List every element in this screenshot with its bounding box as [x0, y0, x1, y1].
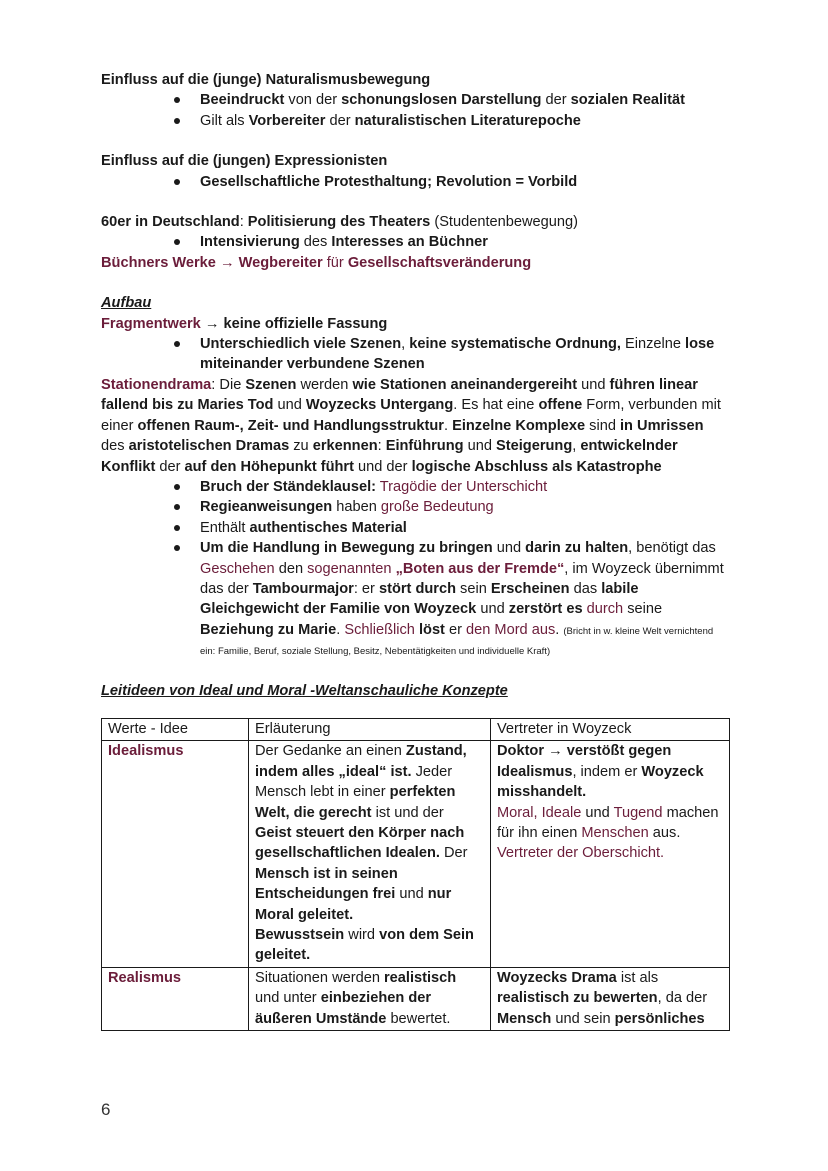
table-cell: Realismus	[102, 967, 249, 1030]
list-item: Beeindruckt von der schonungslosen Darstellung der sozialen Realität	[200, 90, 729, 110]
table-row	[102, 967, 730, 1030]
naturalismus-list	[101, 90, 729, 131]
table-header-cell: Vertreter in Woyzeck	[491, 718, 730, 740]
page-number: 6	[101, 1100, 111, 1119]
aufbau-heading: Aufbau	[101, 295, 152, 312]
table-cell: Idealismus	[102, 741, 249, 967]
list-item: Unterschiedlich viele Szenen, keine systematische Ordnung, Einzelne lose miteinander verbundene Szenen	[200, 334, 729, 375]
table-header-cell: Werte - Idee	[102, 718, 249, 740]
stationendrama-list	[101, 477, 729, 661]
list-item: Intensivierung des Interesses an Büchner	[200, 232, 729, 252]
table-cell: Woyzecks Drama ist als realistisch zu bewerten, da der Mensch und sein persönliches	[491, 967, 730, 1030]
werte-table	[101, 718, 730, 1031]
table-cell: Doktor → verstößt gegen Idealismus, indem er Woyzeck misshandelt. Moral, Ideale und Tugend machen für ihn einen Menschen aus. Vertreter der Oberschicht.	[491, 741, 730, 967]
fragmentwerk-list	[101, 334, 729, 375]
list-item: Bruch der Ständeklausel: Tragödie der Unterschicht	[200, 477, 729, 497]
list-item: Enthält authentisches Material	[200, 518, 729, 538]
leitideen-heading: Leitideen von Ideal und Moral -Weltanschauliche Konzepte	[101, 682, 508, 699]
section-title-expressionisten: Einfluss auf die (jungen) Expressionisten	[101, 153, 388, 170]
list-item: Regieanweisungen haben große Bedeutung	[200, 497, 729, 517]
list-item: Um die Handlung in Bewegung zu bringen und darin zu halten, benötigt das Geschehen den sogenannten „Boten aus der Fremde“, im Woyzeck übernimmt das der Tambourmajor: er stört durch sein Erscheinen das labile Gleichgewicht der Familie von Woyzeck und zerstört es durch seine Beziehung zu Marie. Schließlich löst er den Mord aus. (Bricht in w. kleine Welt vernichtend ein: Familie, Beruf, soziale Stellung, Besitz, Nebentätigkeiten und individuelle Kraft)	[200, 538, 729, 660]
fragmentwerk-line: Fragmentwerk → keine offizielle Fassung	[101, 315, 388, 332]
table-cell: Der Gedanke an einen Zustand, indem alles „ideal“ ist. Jeder Mensch lebt in einer perfekten Welt, die gerecht ist und der Geist steuert den Körper nach gesellschaftlichen Idealen. Der Mensch ist in seinen Entscheidungen frei und nur Moral geleitet. Bewusstsein wird von dem Sein geleitet.	[249, 741, 491, 967]
document-page	[101, 70, 729, 1031]
sechziger-list	[101, 232, 729, 252]
list-item: Gilt als Vorbereiter der naturalistischen Literaturepoche	[200, 111, 729, 131]
expressionisten-list	[101, 172, 729, 192]
table-cell: Situationen werden realistisch und unter einbeziehen der äußeren Umstände bewertet.	[249, 967, 491, 1030]
section-title-naturalismus: Einfluss auf die (junge) Naturalismusbewegung	[101, 72, 431, 88]
table-row	[102, 741, 730, 967]
table-header-row	[102, 718, 730, 740]
stationendrama-paragraph: Stationendrama: Die Szenen werden wie Stationen aneinandergereiht und führen linear fallend bis zu Maries Tod und Woyzecks Untergang. Es hat eine offene Form, verbunden mit einer offenen Raum-, Zeit- und Handlungsstruktur. Einzelne Komplexe sind in Umrissen des aristotelischen Dramas zu erkennen: Einführung und Steigerung, entwickelnder Konflikt der auf den Höhepunkt führt und der logische Abschluss als Katastrophe	[101, 376, 721, 475]
buechner-werke-line: Büchners Werke → Wegbereiter für Gesellschaftsveränderung	[101, 254, 532, 271]
list-item: Gesellschaftliche Protesthaltung; Revolution = Vorbild	[200, 172, 729, 192]
sechziger-line: 60er in Deutschland: Politisierung des Theaters (Studentenbewegung)	[101, 214, 578, 231]
table-header-cell: Erläuterung	[249, 718, 491, 740]
